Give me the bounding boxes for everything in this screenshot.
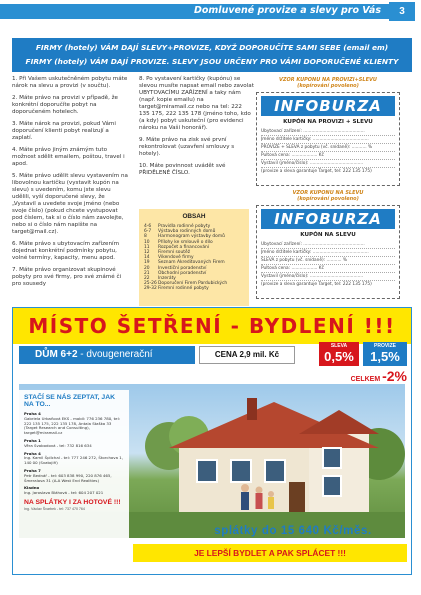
rule-paragraph: 1. Při Vašem uskutečněném pobytu máte nárok na slevu a provizi (v součtu). — [12, 76, 128, 89]
contents-page: 11 — [144, 244, 150, 250]
coupon-1-caption-note: (kopírování povoleno) — [297, 83, 359, 89]
coupon-title: KUPÓN NA PROVIZI + SLEVU — [283, 119, 373, 125]
contact-branch — [24, 439, 124, 449]
infoburza-logo: INFOBURZA — [261, 96, 395, 116]
branch-details: Ing. Jaroslava Bláhová - tel: 604 207 021 — [24, 490, 104, 496]
payment-options: NA SPLÁTKY I ZA HOTOVÉ !!! — [24, 498, 121, 506]
rule-paragraph: 2. Máte právo na provizi v případě, že konkrétní doporučíte pobyt na doporučeném hotelech. — [12, 95, 119, 115]
house-type-bold: DŮM 6+2 — [35, 349, 78, 360]
coupon-sleva — [256, 205, 400, 299]
contents-page: 21 — [144, 270, 150, 276]
intro-line-2: FIRMY (hotely) VÁM DAJÍ PROVIZE. SLEVY JSOU URČENY PRO VÁMI DOPORUČENÉ KLIENTY — [25, 57, 399, 66]
contents-box — [139, 209, 249, 306]
coupon-field: Ubytovací zařízení: ............................................. — [261, 241, 395, 249]
branch-details: Věra Svobodová - tel: 732 816 634 — [24, 442, 92, 448]
contents-text: Firemní rodinné pobyty — [158, 286, 209, 292]
contents-text: Inzeráty — [158, 276, 176, 282]
contents-text: Doporučení Firem Pardubických — [158, 281, 228, 287]
page-header — [0, 0, 421, 22]
contact-branch — [24, 452, 124, 466]
contents-page: 12 — [144, 250, 150, 256]
rule-paragraph: 10. Máte povinnost uvádět své PŘIDĚLENÉ ČÍSLO. — [139, 163, 226, 176]
total-label: CELKEM — [350, 376, 383, 383]
coupon-title: KUPÓN NA SLEVU — [300, 232, 356, 238]
intro-banner — [12, 38, 412, 72]
coupon-1-caption: VZOR KUPONU NA PROVIZI+SLEVU — [279, 77, 377, 83]
contents-list — [144, 224, 244, 292]
rules-column-1 — [12, 76, 130, 293]
page-number: 3 — [389, 2, 415, 21]
coupon-field: PROVIZE + SLEVA z pobytu (vč. snídaně): ........... % — [261, 144, 395, 152]
contents-page: 29-32 — [144, 286, 157, 292]
discount-badge — [319, 342, 359, 366]
ad-slogan: JE LEPŠÍ BYDLET A PAK SPLÁCET !!! — [133, 544, 407, 562]
contents-text: Investiční poradenství — [158, 265, 207, 271]
rule-paragraph: 4. Máte právo jiným známým tuto možnost sdělit emailem, poštou, travel i apod. — [12, 147, 125, 167]
coupon-field: Ubytovací zařízení: ............................................. — [261, 128, 395, 136]
contents-text: Seznam Akreditovaných Firem — [158, 260, 225, 266]
total-value: -2% — [382, 368, 407, 384]
discount-label: SLEVA — [330, 343, 348, 349]
coupon-field: SLEVA z pobytu (vč. snídaně): ........... % — [261, 257, 395, 265]
coupon-field: (provize a sleva garantuje Target, tel: 222 135 175) — [261, 282, 372, 287]
contents-page: 14 — [144, 255, 150, 261]
commission-label: PROVIZE — [374, 343, 396, 349]
ad-headline: MÍSTO ŠETŘENÍ - BYDLENÍ !!! — [13, 308, 411, 344]
rule-paragraph: 7. Máte právo organizovat skupinové pobyty pro své firmy, pro své známé či pro sousedy — [12, 267, 122, 287]
coupon-field: Pultová cena: ................... Kč — [261, 265, 395, 273]
branch-city: Praha 4 — [24, 450, 41, 456]
contents-page: 6-7 — [144, 229, 152, 235]
contents-title: OBSAH — [182, 213, 206, 220]
total-discount — [309, 368, 407, 384]
house-type-label — [19, 346, 195, 364]
branch-details: Gabriela Urbaňová EKS - mobil: 776 236 780, tel: 222 135 175, 222 135 178, Antala Staška 33 (Target Research and Consulting), target@miramail.cz — [24, 415, 120, 436]
commission-value: 1,5% — [370, 349, 400, 364]
contact-panel — [19, 390, 129, 572]
contents-text: Pravidla rodinné pobyty — [158, 224, 211, 229]
coupon-2-caption: VZOR KUPONU NA SLEVU — [292, 190, 364, 196]
branch-city: Praha 4 — [24, 411, 41, 416]
branch-city: Praha 7 — [24, 467, 41, 473]
contents-page: 8 — [144, 234, 147, 240]
coupon-field: (provize a sleva garantuje Target, tel: 222 135 175) — [261, 169, 372, 174]
branch-details: Ing. Kamil Šplíchal - tel: 777 246 272, Štorchova 1, 140 00 (Svatojiří) — [24, 455, 123, 466]
house-price: CENA 2,9 mil. Kč — [199, 346, 295, 364]
contact-branch — [24, 469, 124, 483]
contact-branch — [24, 412, 124, 436]
contents-page: 4-6 — [144, 224, 152, 229]
branch-city: Praha 1 — [24, 437, 41, 443]
house-advertisement — [12, 307, 412, 575]
coupon-2-caption-note: (kopírování povoleno) — [297, 196, 359, 202]
branch-details: Petr Bednář - tel: 603 838 990, 220 876 465, Šmeralova 31 (A-A West End Realities) — [24, 472, 112, 483]
contents-page: 22 — [144, 276, 150, 282]
installment-text: splátky do 15 640 Kč/měs. — [214, 525, 372, 537]
contents-page: 19 — [144, 260, 150, 266]
contents-text: Obchodní poradenství — [158, 270, 207, 276]
rule-paragraph: 5. Máte právo udělit slevu vystavením na libovolnou kartičku (vystavit kupón na slevu) s uvedením, komu jste slevu udělili, vyší doporučené slevy, že „Vystavil a uvedete svoje jméno (nebo svoje číslo) (pokud chcete vystupovat pod číslem, tak si o číslo nám zavolejte, nebo si o číslo nám napište na target@mail.cz). — [12, 173, 128, 235]
contents-page: 25-26 — [144, 281, 157, 287]
contents-text: Víkendové firmy — [158, 255, 194, 261]
contact-branch — [24, 486, 124, 496]
contents-text: Rozpočet a financování — [158, 244, 210, 250]
house-type-rest: - dvougenerační — [77, 349, 153, 360]
ad-signature: Ing. Václav Švarbek - tel: 737 470 764 — [24, 506, 85, 511]
rule-paragraph: 9. Máte právo na zisk své první rekontrolovat (uzavření smlouvy s hotely). — [139, 137, 235, 157]
branch-city: Kladno — [24, 485, 40, 491]
contents-text: Přílohy ke smlouvě o dílo — [158, 239, 213, 245]
contents-page: 20 — [144, 265, 150, 271]
rule-paragraph: 8. Po vystavení kartičky (kupónu) se slevou musíte napsat email nebo zavolat UBYTOVACÍMU ZAŘÍZENÍ a taky nám (např. kopie emailu) na target@miramail.cz nebo na tel: 222 135 175, 222 135 178 (jméno toho, kdo (a kdy) pobyt uskuteční (pro evidenci nároku na Vaši honorář). — [139, 76, 254, 131]
contents-text: Výstavba rodinných domů — [158, 229, 216, 235]
discount-value: 0,5% — [324, 349, 354, 364]
contact-heading: STAČÍ SE NÁS ZEPTAT, JAK NA TO... — [24, 394, 116, 408]
intro-line-1: FIRMY (hotely) VÁM DAJÍ SLEVY+PROVIZE, KDYŽ DOPORUČÍTE SAMI SEBE (email em) — [35, 43, 389, 52]
rule-paragraph: 3. Máte nárok na provizi, pokud Vámi doporučení klienti pobyt realizují a zaplatí. — [12, 121, 116, 141]
commission-badge — [363, 342, 407, 366]
infoburza-logo: INFOBURZA — [261, 209, 395, 229]
coupon-field: Pultová cena: ................... Kč — [261, 152, 395, 160]
rule-paragraph: 6. Máte právo s ubytovacím zařízením dojednat konkrétní podmínky pobytu, volné termíny, kapacity, menu apod. — [12, 241, 120, 261]
contents-text: Firemní soutěž — [158, 250, 190, 256]
coupon-field: Vystavil (jméno/číslo): ....................................... — [261, 273, 395, 281]
coupon-field: Jméno držitele kartičky: ......................................... — [261, 136, 395, 144]
contents-row — [144, 286, 244, 291]
rules-column-2 — [139, 76, 254, 182]
header-title: Domluvené provize a slevy pro Vás — [194, 5, 381, 16]
contents-text: Harmonogram výstavby domů — [158, 234, 225, 240]
coupon-provize-sleva — [256, 92, 400, 186]
coupon-field: Jméno držitele kartičky: ......................................... — [261, 249, 395, 257]
coupon-field: Vystavil (jméno/číslo): ....................................... — [261, 160, 395, 168]
contents-page: 10 — [144, 239, 150, 245]
